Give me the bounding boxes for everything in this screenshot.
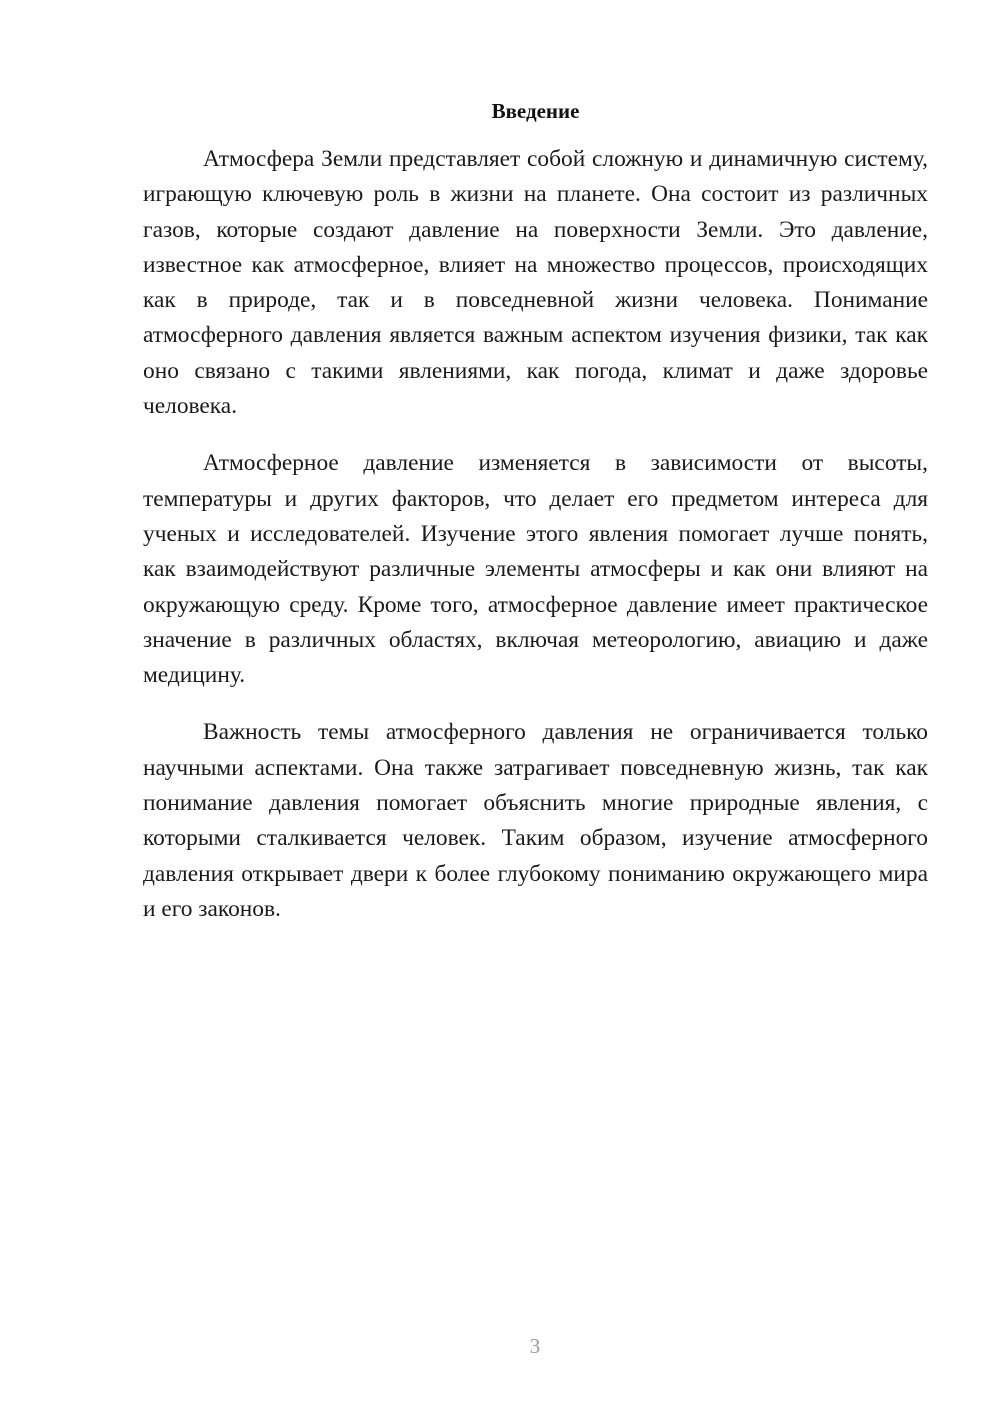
paragraph: Важность темы атмосферного давления не ограничивается только научными аспектами. Она также затрагивает повседневную жизнь, так как понимание давления помогает объяснить многие природные явления, с которыми сталкивается человек. Таким образом, изучение атмосферного давления открывает двери к более глубокому пониманию окружающего мира и его законов. (143, 719, 928, 922)
section-heading: Введение (491, 99, 580, 123)
paragraph: Атмосферное давление изменяется в зависимости от высоты, температуры и других факторов, что делает его предметом интереса для ученых и исследователей. Изучение этого явления помогает лучше понять, как взаимодействуют различные элементы атмосферы и как они влияют на окружающую среду. Кроме того, атмосферное давление имеет практическое значение в различных областях, включая метеорологию, авиацию и даже медицину. (143, 450, 928, 689)
paragraph: Атмосфера Земли представляет собой сложную и динамичную систему, играющую ключевую роль в жизни на планете. Она состоит из различных газов, которые создают давление на поверхности Земли. Это давление, известное как атмосферное, влияет на множество процессов, происходящих как в природе, так и в повседневной жизни человека. Понимание атмосферного давления является важным аспектом изучения физики, так как оно связано с такими явлениями, как погода, климат и даже здоровье человека. (143, 146, 928, 420)
body-text (143, 142, 928, 949)
page-number: 3 (529, 1334, 541, 1358)
